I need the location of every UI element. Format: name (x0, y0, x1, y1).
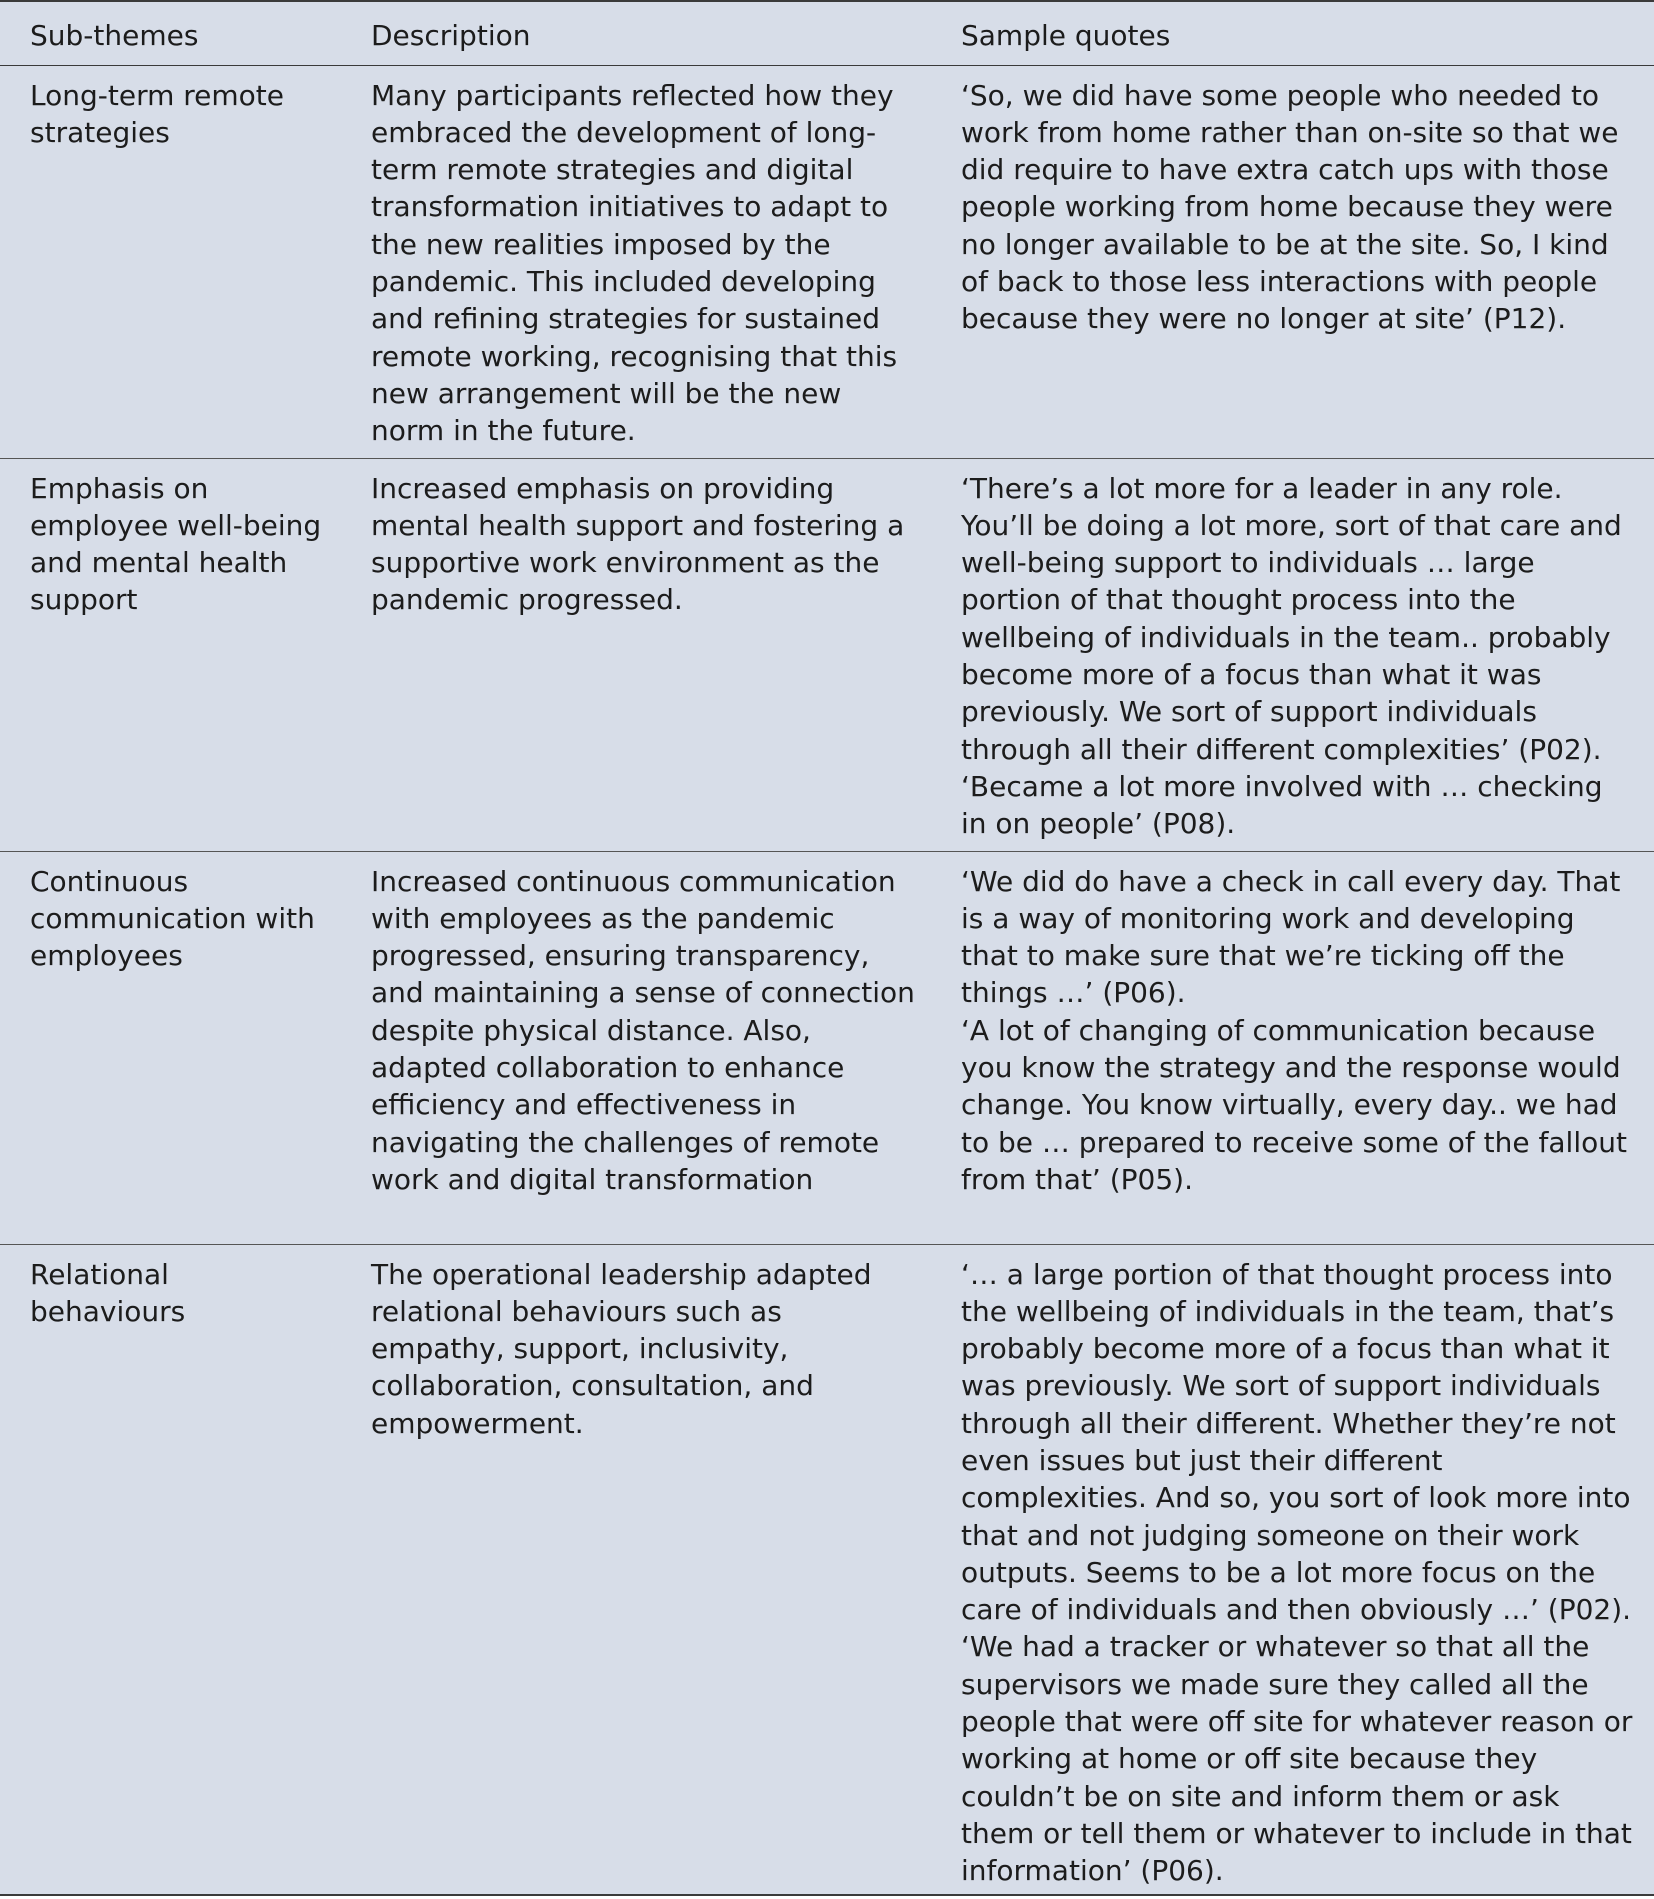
subtheme-cell: Relational behaviours (30, 1257, 186, 1328)
quote-text: ‘We did do have a check in call every day. That is a way of monitoring work and developing that to make sure that we’re ticking off the things …’ (P06). (961, 864, 1621, 1010)
quote-text: ‘… a large portion of that thought process into the wellbeing of individuals in the team, that’s probably become more of a focus than what it was previously. We sort of support individuals through all their different. Whether they’re not even issues but just their different complexities. And so, you sort of look more into that and not judging someone on their work outputs. Seems to be a lot more focus on the care of individuals and then obviously …’ (P02). (961, 1257, 1632, 1627)
subtheme-cell: Emphasis on employee well-being and mental health support (0, 458, 341, 851)
table-row (0, 1244, 1654, 1898)
quote-text: ‘Became a lot more involved with … checking in on people’ (P08). (961, 769, 1603, 841)
quotes-cell (931, 1244, 1654, 1898)
description-cell: Many participants reflected how they embraced the development of long-term remote strategies and digital transformation initiatives to adapt to the new realities imposed by the pandemic. This included developing and refining strategies for sustained remote working, recognising that this new arrangement will be the new norm in the future. (341, 65, 931, 458)
quote-text: ‘So, we did have some people who needed to work from home rather than on-site so that we did require to have extra catch ups with those people working from home because they were no longer available to be at the site. So, I kind of back to those less interactions with people because they were no longer at site’ (P12). (961, 78, 1619, 336)
header-sample-quotes: Sample quotes (931, 2, 1654, 65)
quotes-cell (931, 851, 1654, 1244)
header-row (0, 2, 1654, 65)
quotes-cell (931, 458, 1654, 851)
table-row (0, 65, 1654, 458)
header-description: Description (341, 2, 931, 65)
description-cell: Increased continuous communication with employees as the pandemic progressed, ensuring transparency, and maintaining a sense of connection despite physical distance. Also, adapted collaboration to enhance efficiency and effectiveness in navigating the challenges of remote work and digital transformation (341, 851, 931, 1244)
quote-text: ‘A lot of changing of communication because you know the strategy and the response would change. You know virtually, every day.. we had to be … prepared to receive some of the fallout from that’ (P05). (961, 1013, 1627, 1196)
header-sub-themes: Sub-themes (0, 2, 341, 65)
quote-text: ‘We had a tracker or whatever so that all the supervisors we made sure they called all the people that were off site for whatever reason or working at home or off site because they couldn’t be on site and inform them or ask them or tell them or whatever to include in that information’ (P06). (961, 1630, 1633, 1888)
themes-table (0, 2, 1654, 1898)
description-cell: Increased emphasis on providing mental health support and fostering a supportive work environment as the pandemic progressed. (341, 458, 931, 851)
subtheme-cell: Long-term remote strategies (0, 65, 341, 458)
table-body (0, 65, 1654, 1898)
quotes-cell (931, 65, 1654, 458)
description-cell: The operational leadership adapted relational behaviours such as empathy, support, inclusivity, collaboration, consultation, and empowerment. (371, 1257, 872, 1440)
table-row (0, 851, 1654, 1244)
table-header (0, 2, 1654, 65)
table-row (0, 458, 1654, 851)
quote-text: ‘There’s a lot more for a leader in any role. You’ll be doing a lot more, sort of that care and well-being support to individuals … large portion of that thought process into the wellbeing of individuals in the team.. probably become more of a focus than what it was previously. We sort of support individuals through all their different complexities’ (P02). (961, 471, 1622, 766)
subtheme-cell: Continuous communication with employees (0, 851, 341, 1244)
